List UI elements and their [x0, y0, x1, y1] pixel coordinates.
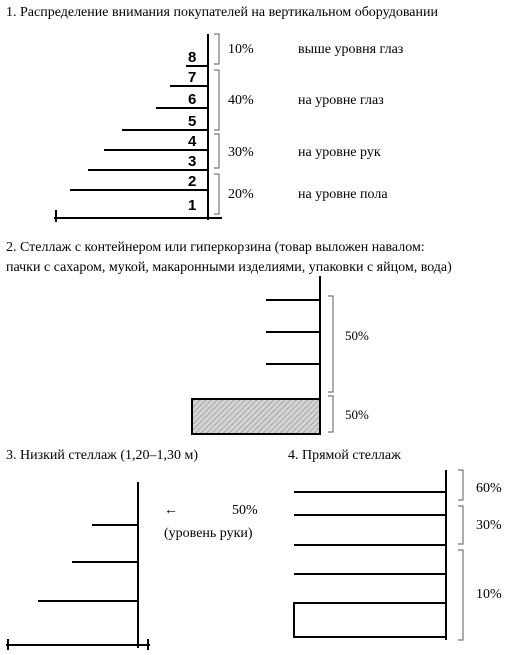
zone-label-floor: на уровне пола [298, 187, 388, 202]
s4-percent-bottom: 10% [476, 587, 502, 602]
zone-bracket-10 [214, 34, 219, 64]
section4-shelf [294, 470, 446, 640]
shelf-number-3: 3 [188, 153, 197, 170]
shelf-number-8: 8 [188, 49, 197, 66]
s2-bracket-lower [328, 396, 333, 432]
s4-bracket-mid [458, 506, 463, 544]
zone-label-above-eye: выше уровня глаз [298, 42, 404, 57]
s2-percent-upper: 50% [345, 328, 369, 343]
s2-bracket-upper [328, 296, 333, 392]
zone-percent-eye: 40% [228, 93, 254, 108]
zone-label-eye: на уровне глаз [298, 93, 384, 108]
zone-percent-hand: 30% [228, 145, 254, 160]
section2-shelf [192, 276, 320, 434]
section1-shelf [54, 34, 222, 222]
section1-title: 1. Распределение внимания покупателей на вертикальном оборудовании [6, 5, 438, 20]
s4-bottom-box [294, 603, 446, 637]
section3-shelf [6, 482, 150, 650]
shelf-number-7: 7 [188, 69, 197, 86]
zone-bracket-40 [214, 70, 219, 130]
shelf-number-2: 2 [188, 173, 197, 190]
s4-percent-top: 60% [476, 481, 502, 496]
zone-percent-floor: 20% [228, 187, 254, 202]
zone-bracket-20 [214, 174, 219, 214]
shelf-number-6: 6 [188, 91, 197, 108]
s2-container [192, 399, 320, 434]
s4-bracket-top [458, 470, 463, 500]
section4-title: 4. Прямой стеллаж [288, 448, 401, 463]
s3-arrow: ← [164, 503, 178, 518]
s3-percent: 50% [232, 503, 258, 518]
section2-title-line2: пачки с сахаром, мукой, макаронными изделиями, упаковки с яйцом, вода) [6, 260, 452, 275]
s4-bracket-bottom [458, 550, 463, 640]
section3-title: 3. Низкий стеллаж (1,20–1,30 м) [6, 448, 199, 463]
zone-label-hand: на уровне рук [298, 145, 381, 160]
zone-bracket-30 [214, 134, 219, 168]
shelf-number-5: 5 [188, 113, 197, 130]
shelf-number-4: 4 [188, 133, 197, 150]
zone-percent-above-eye: 10% [228, 42, 254, 57]
s2-percent-lower: 50% [345, 407, 369, 422]
s3-label: (уровень руки) [164, 526, 253, 541]
shelf-number-1: 1 [188, 197, 197, 214]
section2-title-line1: 2. Стеллаж с контейнером или гиперкорзина (товар выложен навалом: [6, 240, 425, 255]
s4-percent-mid: 30% [476, 518, 502, 533]
